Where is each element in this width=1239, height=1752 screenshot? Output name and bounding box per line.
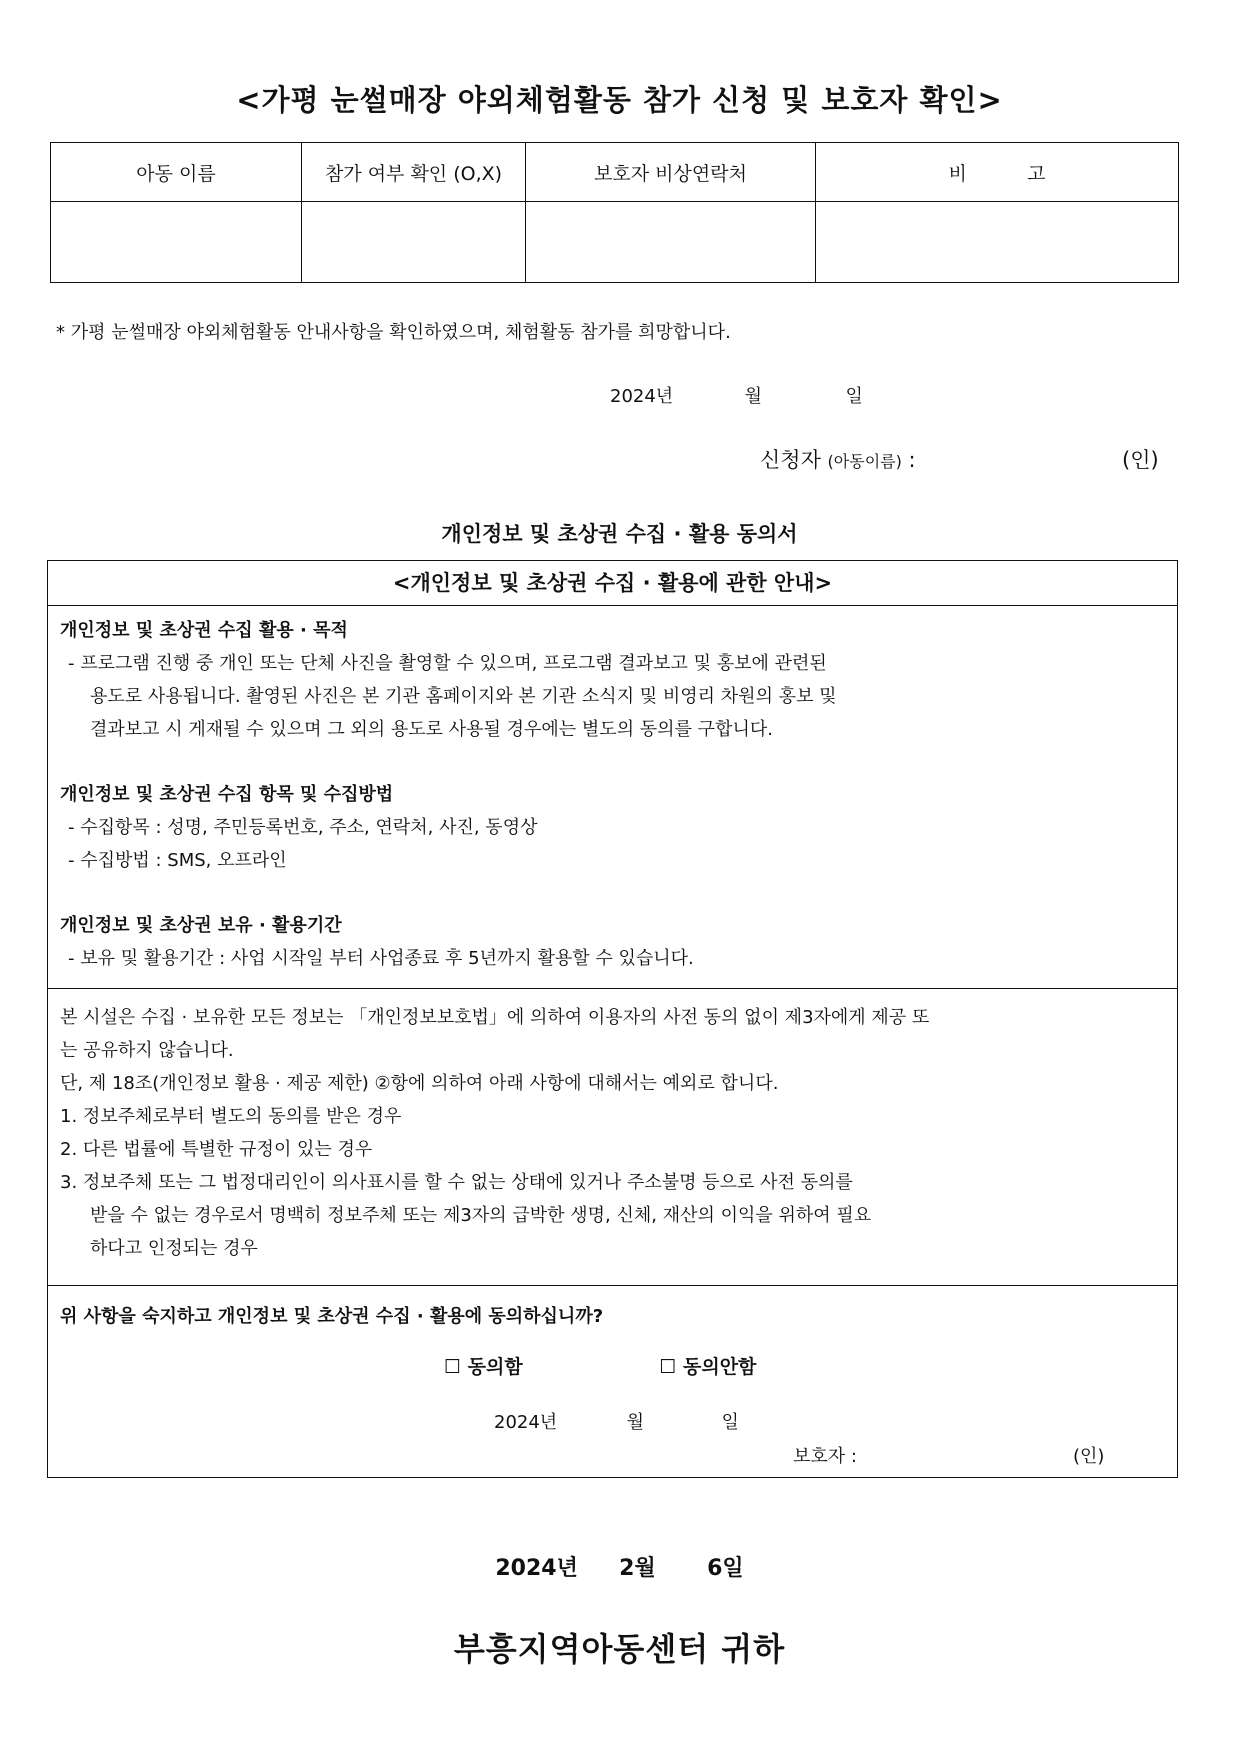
purpose-line: 용도로 사용됩니다. 촬영된 사진은 본 기관 홈페이지와 본 기관 소식지 및 비영리 차원의 홍보 및 xyxy=(90,686,837,707)
applicant-sub: (아동이름) xyxy=(827,452,902,471)
consent-title: 개인정보 및 초상권 수집 · 활용 동의서 xyxy=(441,522,798,546)
agree-question: 위 사항을 숙지하고 개인정보 및 초상권 수집 · 활용에 동의하십니까? xyxy=(60,1306,604,1327)
table-row xyxy=(51,202,1179,283)
col-participation: 참가 여부 확인 (O,X) xyxy=(302,143,526,202)
notice-line: 1. 정보주체로부터 별도의 동의를 받은 경우 xyxy=(60,1106,402,1127)
doc-month: 2월 xyxy=(619,1556,656,1581)
application-date xyxy=(610,382,863,408)
emergency-contact-cell[interactable] xyxy=(526,202,816,283)
doc-day: 6일 xyxy=(707,1556,744,1581)
applicant-label: 신청자 xyxy=(760,448,821,472)
guardian-label: 보호자 : xyxy=(793,1446,857,1467)
notice-line: 하다고 인정되는 경우 xyxy=(90,1238,258,1259)
notice-line: 는 공유하지 않습니다. xyxy=(60,1040,234,1061)
addressee: 부흥지역아동센터 귀하 xyxy=(453,1630,786,1668)
purpose-line: - 프로그램 진행 중 개인 또는 단체 사진을 촬영할 수 있으며, 프로그램 결과보고 및 홍보에 관련된 xyxy=(68,653,827,674)
agree-checkbox[interactable]: ☐ 동의함 xyxy=(444,1356,523,1378)
items-heading: 개인정보 및 초상권 수집 항목 및 수집방법 xyxy=(60,784,394,805)
guardian-line xyxy=(793,1442,1105,1468)
info-section xyxy=(48,606,1177,989)
disagree-checkbox[interactable]: ☐ 동의안함 xyxy=(659,1356,757,1378)
notice-line: 2. 다른 법률에 특별한 규정이 있는 경우 xyxy=(60,1139,373,1160)
agree-month: 월 xyxy=(626,1412,645,1433)
doc-year: 2024년 xyxy=(495,1556,578,1581)
retention-line: - 보유 및 활용기간 : 사업 시작일 부터 사업종료 후 5년까지 활용할 수 있습니다. xyxy=(68,948,694,969)
application-table xyxy=(50,142,1179,283)
applicant-line xyxy=(760,444,1159,474)
applicant-seal: (인) xyxy=(1122,448,1159,472)
col-remarks: 비 고 xyxy=(816,143,1179,202)
col-emergency-contact: 보호자 비상연락처 xyxy=(526,143,816,202)
notice-line: 받을 수 없는 경우로서 명백히 정보주체 또는 제3자의 급박한 생명, 신체, 재산의 이익을 위하여 필요 xyxy=(90,1205,872,1226)
remarks-cell[interactable] xyxy=(816,202,1179,283)
notice-line: 단, 제 18조(개인정보 활용 · 제공 제한) ②항에 의하여 아래 사항에 대해서는 예외로 합니다. xyxy=(60,1073,779,1094)
date-year: 2024년 xyxy=(610,386,674,407)
notice-section xyxy=(48,989,1177,1286)
agree-section xyxy=(48,1286,1177,1476)
applicant-colon: : xyxy=(908,448,916,472)
date-month: 월 xyxy=(744,386,763,407)
notice-line: 3. 정보주체 또는 그 법정대리인이 의사표시를 할 수 없는 상태에 있거나 주소불명 등으로 사전 동의를 xyxy=(60,1172,853,1193)
items-line: - 수집방법 : SMS, 오프라인 xyxy=(68,850,287,871)
purpose-heading: 개인정보 및 초상권 수집 활용 · 목적 xyxy=(60,620,348,641)
col-child-name: 아동 이름 xyxy=(51,143,302,202)
child-name-cell[interactable] xyxy=(51,202,302,283)
items-line: - 수집항목 : 성명, 주민등록번호, 주소, 연락처, 사진, 동영상 xyxy=(68,817,538,838)
participation-cell[interactable] xyxy=(302,202,526,283)
page-title: <가평 눈썰매장 야외체험활동 참가 신청 및 보호자 확인> xyxy=(236,83,1003,117)
table-header-row xyxy=(51,143,1179,202)
agree-options xyxy=(444,1352,886,1379)
confirm-statement: * 가평 눈썰매장 야외체험활동 안내사항을 확인하였으며, 체험활동 참가를 희망합니다. xyxy=(56,322,731,343)
agree-year: 2024년 xyxy=(494,1412,558,1433)
consent-box-header: <개인정보 및 초상권 수집 · 활용에 관한 안내> xyxy=(48,561,1177,606)
retention-heading: 개인정보 및 초상권 보유 · 활용기간 xyxy=(60,915,342,936)
date-day: 일 xyxy=(845,386,863,407)
agree-date xyxy=(494,1408,739,1434)
document-date xyxy=(0,1551,1239,1582)
agree-day: 일 xyxy=(721,1412,739,1433)
guardian-seal: (인) xyxy=(1073,1446,1105,1467)
consent-box xyxy=(47,560,1178,1478)
notice-line: 본 시설은 수집 · 보유한 모든 정보는 「개인정보보호법」에 의하여 이용자의 사전 동의 없이 제3자에게 제공 또 xyxy=(60,1007,930,1028)
purpose-line: 결과보고 시 게재될 수 있으며 그 외의 용도로 사용될 경우에는 별도의 동의를 구합니다. xyxy=(90,719,773,740)
